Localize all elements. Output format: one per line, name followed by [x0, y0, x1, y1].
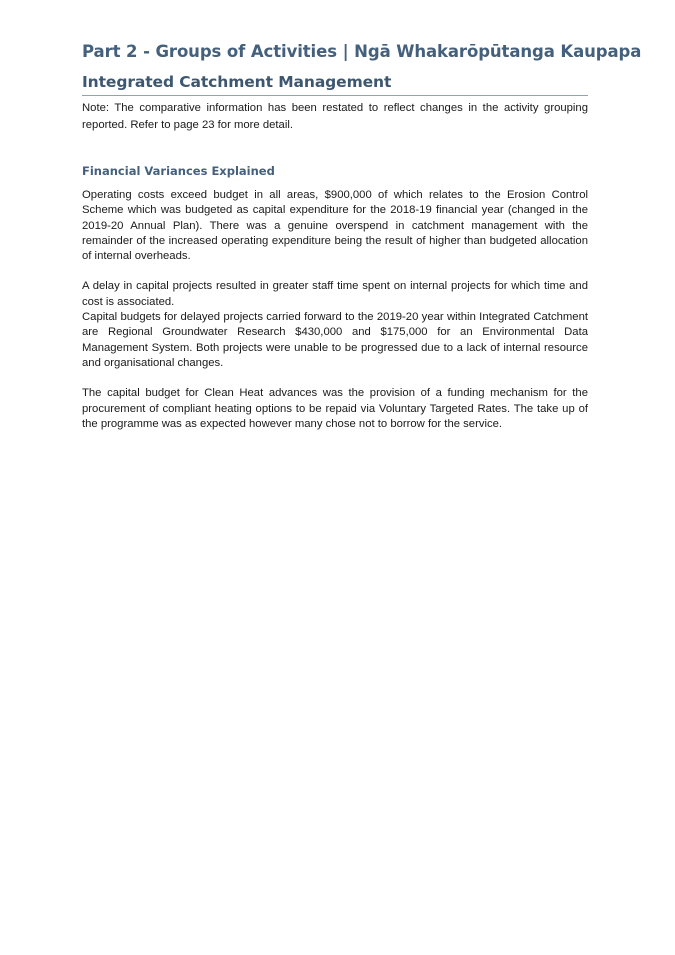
paragraph-capital-delay: A delay in capital projects resulted in greater staff time spent on internal projects for which time and cost is associated.	[82, 280, 588, 308]
paragraph-operating-costs: Operating costs exceed budget in all areas, $900,000 of which relates to the Erosion Control Scheme which was budgeted as capital expenditure for the 2018-19 financial year (changed in the 2019-20 Annual Plan). There was a genuine overspend in catchment management with the remainder of the increased operating expenditure being the result of higher than budgeted allocation of internal overheads.	[82, 189, 588, 263]
section-heading: Integrated Catchment Management	[82, 71, 588, 96]
document-page	[82, 40, 642, 432]
financial-variances-heading: Financial Variances Explained	[82, 164, 275, 178]
paragraph-clean-heat: The capital budget for Clean Heat advances was the provision of a funding mechanism for the procurement of compliant heating options to be repaid via Voluntary Targeted Rates. The take up of the programme was as expected however many chose not to borrow for the service.	[82, 387, 588, 430]
restatement-note: Note: The comparative information has been restated to reflect changes in the activity grouping reported. Refer to page 23 for more detail.	[82, 102, 588, 131]
part-heading: Part 2 - Groups of Activities | Ngā Whakarōpūtanga Kaupapa	[82, 42, 642, 61]
paragraph-carried-forward: Capital budgets for delayed projects carried forward to the 2019-20 year within Integrated Catchment are Regional Groundwater Research $430,000 and $175,000 for an Environmental Data Management System. Both projects were unable to be progressed due to a lack of internal resource and organisational changes.	[82, 311, 588, 369]
